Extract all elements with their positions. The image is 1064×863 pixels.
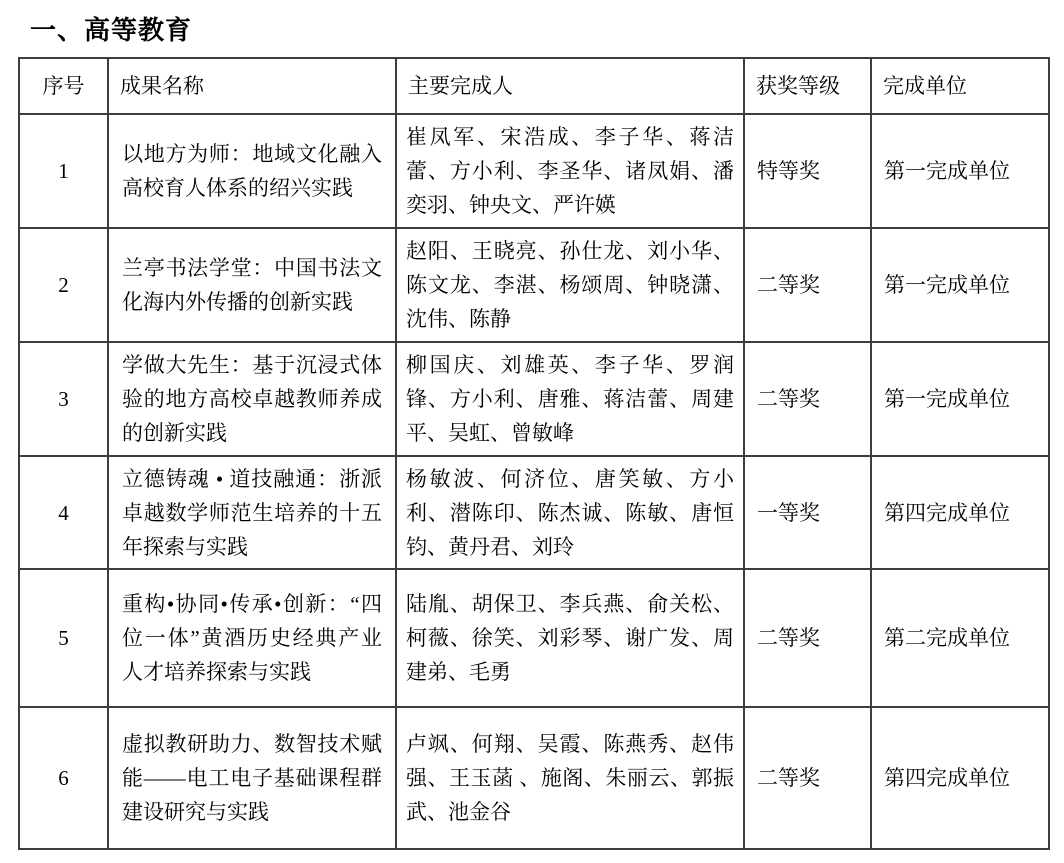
cell-name: 兰亭书法学堂：中国书法文化海内外传播的创新实践 bbox=[108, 228, 396, 342]
cell-contributors: 柳国庆、刘雄英、李子华、罗润锋、方小利、唐雅、蒋洁蕾、周建平、吴虹、曾敏峰 bbox=[396, 342, 744, 456]
table-row bbox=[19, 114, 1049, 228]
cell-name: 学做大先生：基于沉浸式体验的地方高校卓越教师养成的创新实践 bbox=[108, 342, 396, 456]
cell-unit: 第一完成单位 bbox=[871, 114, 1049, 228]
cell-name: 立德铸魂 • 道技融通：浙派卓越数学师范生培养的十五年探索与实践 bbox=[108, 456, 396, 569]
cell-contributors: 卢飒、何翔、吴霞、陈燕秀、赵伟强、王玉菡 、施阁、朱丽云、郭振武、池金谷 bbox=[396, 707, 744, 849]
cell-contributors: 杨敏波、何济位、唐笑敏、方小利、潜陈印、陈杰诚、陈敏、唐恒钧、黄丹君、刘玲 bbox=[396, 456, 744, 569]
cell-contributors: 崔凤军、宋浩成、李子华、蒋洁蕾、方小利、李圣华、诸凤娟、潘奕羽、钟央文、严许媖 bbox=[396, 114, 744, 228]
cell-contributors: 赵阳、王晓亮、孙仕龙、刘小华、陈文龙、李湛、杨颂周、钟晓潇、沈伟、陈静 bbox=[396, 228, 744, 342]
cell-award: 二等奖 bbox=[744, 569, 871, 707]
cell-no: 1 bbox=[19, 114, 108, 228]
cell-award: 二等奖 bbox=[744, 228, 871, 342]
cell-no: 2 bbox=[19, 228, 108, 342]
cell-award: 二等奖 bbox=[744, 707, 871, 849]
table-row bbox=[19, 707, 1049, 849]
cell-no: 5 bbox=[19, 569, 108, 707]
cell-no: 3 bbox=[19, 342, 108, 456]
cell-no: 6 bbox=[19, 707, 108, 849]
cell-name: 以地方为师：地域文化融入高校育人体系的绍兴实践 bbox=[108, 114, 396, 228]
cell-award: 一等奖 bbox=[744, 456, 871, 569]
cell-unit: 第一完成单位 bbox=[871, 342, 1049, 456]
cell-name: 重构•协同•传承•创新：“四位一体”黄酒历史经典产业人才培养探索与实践 bbox=[108, 569, 396, 707]
cell-no: 4 bbox=[19, 456, 108, 569]
table-row bbox=[19, 569, 1049, 707]
awards-table bbox=[18, 57, 1050, 850]
cell-award: 特等奖 bbox=[744, 114, 871, 228]
header-contributors: 主要完成人 bbox=[396, 58, 744, 114]
cell-award: 二等奖 bbox=[744, 342, 871, 456]
table-row bbox=[19, 456, 1049, 569]
table-row bbox=[19, 342, 1049, 456]
header-name: 成果名称 bbox=[108, 58, 396, 114]
cell-unit: 第一完成单位 bbox=[871, 228, 1049, 342]
header-unit: 完成单位 bbox=[871, 58, 1049, 114]
cell-contributors: 陆胤、胡保卫、李兵燕、俞关松、柯薇、徐笑、刘彩琴、谢广发、周建弟、毛勇 bbox=[396, 569, 744, 707]
section-title: 一、高等教育 bbox=[30, 16, 193, 45]
cell-unit: 第四完成单位 bbox=[871, 456, 1049, 569]
cell-name: 虚拟教研助力、数智技术赋能——电工电子基础课程群建设研究与实践 bbox=[108, 707, 396, 849]
table-row bbox=[19, 228, 1049, 342]
header-award: 获奖等级 bbox=[744, 58, 871, 114]
table-header-row bbox=[19, 58, 1049, 114]
header-no: 序号 bbox=[19, 58, 108, 114]
cell-unit: 第二完成单位 bbox=[871, 569, 1049, 707]
cell-unit: 第四完成单位 bbox=[871, 707, 1049, 849]
